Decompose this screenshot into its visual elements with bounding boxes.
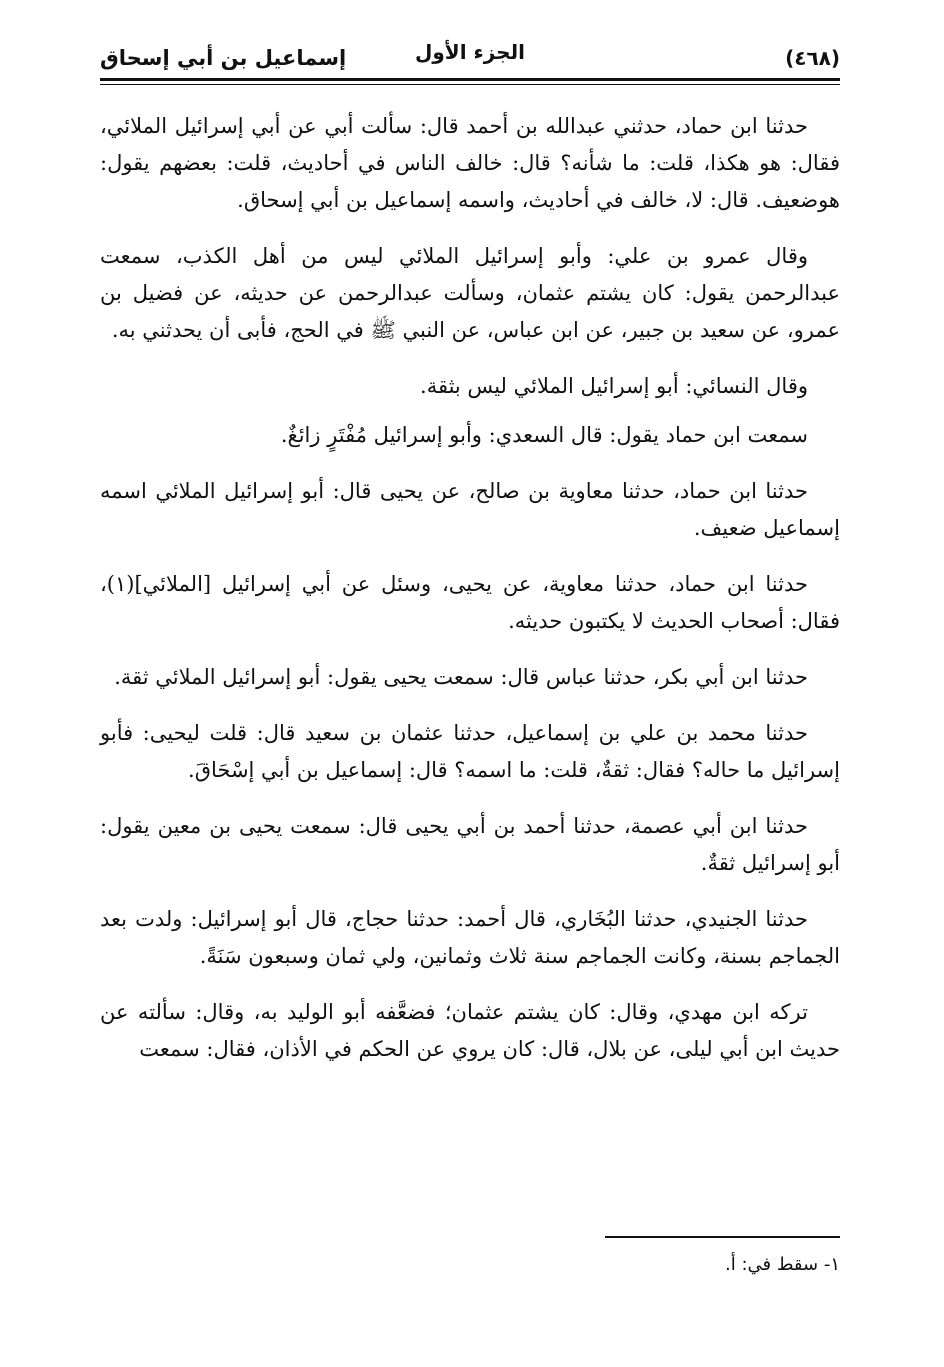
footnote: ١- سقط في: أ. bbox=[725, 1254, 840, 1275]
paragraph: حدثنا ابن أبي بكر، حدثنا عباس قال: سمعت يحيى يقول: أبو إسرائيل الملائي ثقة. bbox=[114, 665, 808, 689]
paragraph: سمعت ابن حماد يقول: قال السعدي: وأبو إسرائيل مُفْتَرٍ زائغٌ. bbox=[280, 423, 808, 447]
footnote-rule bbox=[605, 1236, 840, 1238]
header-rule-thin bbox=[100, 84, 840, 85]
paragraph: حدثنا ابن أبي عصمة، حدثنا أحمد بن أبي يحيى قال: سمعت يحيى بن معين يقول: أبو إسرائيل ثقةٌ. bbox=[100, 814, 840, 875]
paragraph: حدثنا الجنيدي، حدثنا البُخَاري، قال أحمد: حدثنا حجاج، قال أبو إسرائيل: ولدت بعد الجماجم بسنة، وكانت الجماجم سنة ثلاث وثمانين، ولي ثمان وسبعون سَنَةً. bbox=[100, 907, 840, 968]
paragraph: حدثنا ابن حماد، حدثنا معاوية، عن يحيى، وسئل عن أبي إسرائيل [الملائي](١)، فقال: أصحاب الحديث لا يكتبون حديثه. bbox=[100, 572, 840, 633]
running-title: إسماعيل بن أبي إسحاق bbox=[100, 46, 347, 70]
paragraph: حدثنا ابن حماد، حدثني عبدالله بن أحمد قال: سألت أبي عن أبي إسرائيل الملائي، فقال: هو هكذا، قلت: ما شأنه؟ قال: خالف الناس في أحاديث، قلت: بعضهم يقول: هوضعيف. قال: لا، خالف في أحاديث، واسمه إسماعيل بن أبي إسحاق. bbox=[100, 114, 840, 212]
page-number: (٤٦٨) bbox=[785, 46, 840, 70]
main-text bbox=[100, 108, 840, 1087]
paragraph: حدثنا ابن حماد، حدثنا معاوية بن صالح، عن يحيى قال: أبو إسرائيل الملائي اسمه إسماعيل ضعيف. bbox=[100, 479, 840, 540]
volume-label: الجزء الأول bbox=[415, 40, 525, 64]
paragraph: وقال عمرو بن علي: وأبو إسرائيل الملائي ليس من أهل الكذب، سمعت عبدالرحمن يقول: كان يشتم عثمان، وسألت عبدالرحمن عن حديثه، عن فضيل بن عمرو، عن سعيد بن جبير، عن ابن عباس، عن النبي ﷺ في الحج، فأبى أن يحدثني به. bbox=[100, 244, 840, 342]
paragraph: تركه ابن مهدي، وقال: كان يشتم عثمان؛ فضعَّفه أبو الوليد به، وقال: سألته عن حديث ابن أبي ليلى، عن بلال، قال: كان يروي عن الحكم في الأذان، فقال: سمعت bbox=[100, 1000, 840, 1061]
header-rule bbox=[100, 78, 840, 81]
running-header bbox=[100, 36, 840, 76]
paragraph: وقال النسائي: أبو إسرائيل الملائي ليس بثقة. bbox=[420, 374, 808, 398]
paragraph: حدثنا محمد بن علي بن إسماعيل، حدثنا عثمان بن سعيد قال: قلت ليحيى: فأبو إسرائيل ما حاله؟ فقال: ثقةٌ، قلت: ما اسمه؟ قال: إسماعيل بن أبي إسْحَاقَ. bbox=[100, 721, 840, 782]
